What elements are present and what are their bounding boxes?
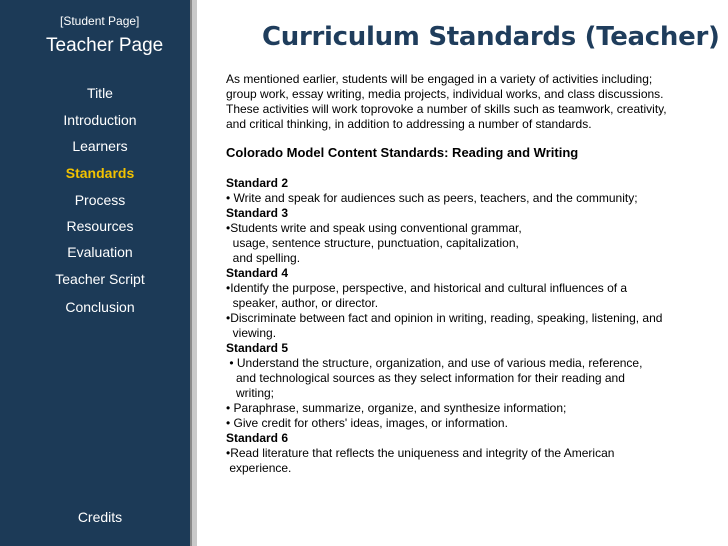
standard-heading: Standard 5 [226, 341, 289, 355]
sidebar [0, 0, 197, 546]
standard-line: viewing. [226, 326, 277, 340]
standard-line: • Give credit for others' ideas, images, or information. [226, 416, 508, 430]
standard-line: •Read literature that reflects the uniqueness and integrity of the American [226, 446, 615, 460]
nav-item-conclusion[interactable]: Conclusion [65, 299, 135, 315]
nav-item-introduction[interactable]: Introduction [63, 112, 137, 128]
nav-item-title[interactable]: Title [87, 85, 113, 101]
standards-subheading: Colorado Model Content Standards: Reading and Writing [226, 145, 579, 160]
standard-heading: Standard 4 [226, 266, 289, 280]
student-page-link[interactable]: [Student Page] [60, 14, 140, 28]
standard-line: writing; [226, 386, 275, 400]
standard-line: speaker, author, or director. [226, 296, 379, 310]
standard-heading: Standard 6 [226, 431, 289, 445]
page-title: Curriculum Standards (Teacher) [262, 22, 720, 52]
standard-line: •Students write and speak using conventional grammar, [226, 221, 522, 235]
standard-line: • Write and speak for audiences such as peers, teachers, and the community; [226, 191, 638, 205]
nav-item-learners[interactable]: Learners [72, 138, 128, 154]
standard-heading: Standard 3 [226, 206, 289, 220]
standard-line: and technological sources as they select information for their reading and [226, 371, 625, 385]
standard-line: • Paraphrase, summarize, organize, and synthesize information; [226, 401, 567, 415]
nav-item-process[interactable]: Process [74, 192, 126, 208]
nav-item-credits[interactable]: Credits [77, 509, 123, 525]
intro-line: and critical thinking, in addition to addressing a number of standards. [226, 117, 592, 131]
standard-heading: Standard 2 [226, 176, 289, 190]
nav-item-teacher-script[interactable]: Teacher Script [55, 271, 145, 287]
intro-line: group work, essay writing, media projects, individual works, and class discussions. [226, 87, 664, 101]
nav-item-resources[interactable]: Resources [66, 218, 134, 234]
intro-line: These activities will work toprovoke a number of skills such as teamwork, creativity, [226, 102, 667, 116]
content-body [226, 72, 722, 476]
teacher-page-title: Teacher Page [46, 35, 164, 56]
standard-line: • Understand the structure, organization, and use of various media, reference, [226, 356, 643, 370]
intro-paragraph [226, 72, 722, 132]
standard-line: usage, sentence structure, punctuation, capitalization, [226, 236, 519, 250]
intro-line: As mentioned earlier, students will be engaged in a variety of activities including; [226, 72, 653, 86]
nav-item-evaluation[interactable]: Evaluation [67, 244, 133, 260]
standard-line: experience. [226, 461, 292, 475]
standard-line: and spelling. [226, 251, 301, 265]
standard-line: •Discriminate between fact and opinion in writing, reading, speaking, listening, and [226, 311, 663, 325]
nav-item-standards[interactable]: Standards [65, 165, 135, 181]
standard-line: •Identify the purpose, perspective, and historical and cultural influences of a [226, 281, 628, 295]
